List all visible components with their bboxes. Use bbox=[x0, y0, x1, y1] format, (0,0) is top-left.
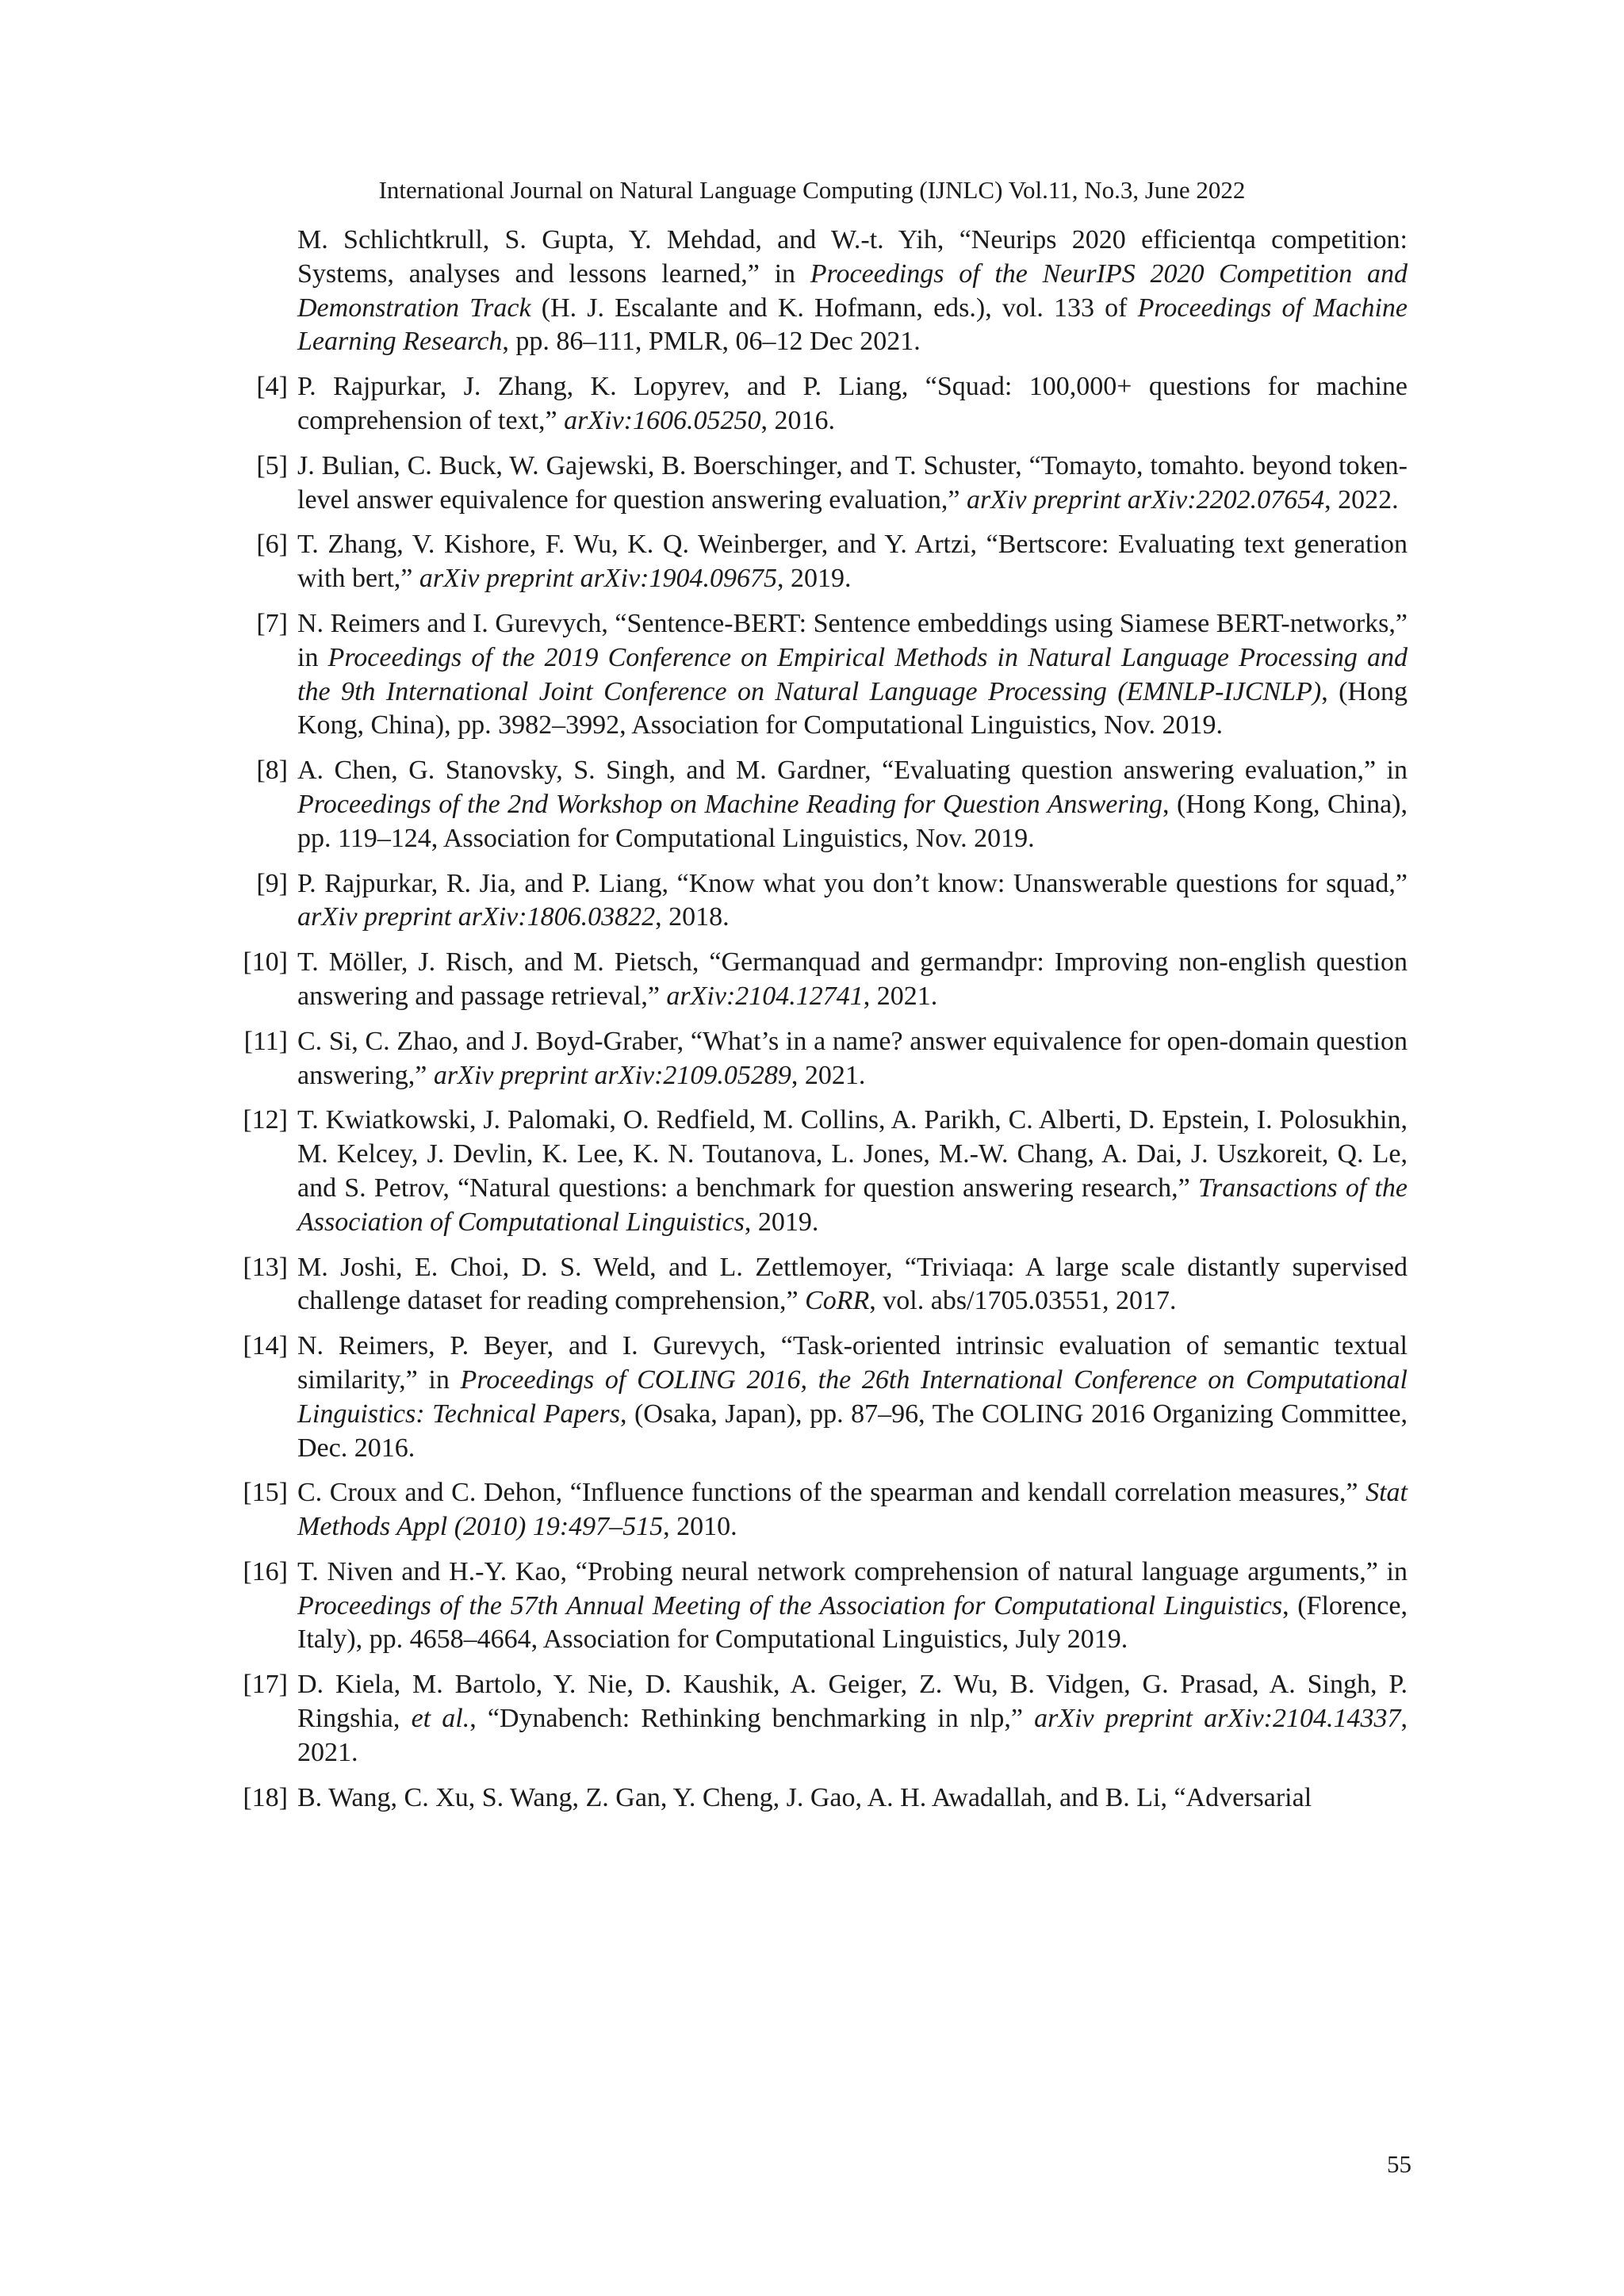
reference-text bbox=[297, 946, 1408, 1014]
reference-segment: P. Rajpurkar, R. Jia, and P. Liang, “Know what you don’t know: Unanswerable questions for squad,” bbox=[297, 868, 1408, 898]
reference-entry bbox=[256, 528, 1408, 596]
reference-text bbox=[297, 1556, 1408, 1657]
reference-italic-segment: arXiv preprint arXiv:2104.14337 bbox=[1034, 1704, 1401, 1734]
reference-segment: T. Niven and H.-Y. Kao, “Probing neural network comprehension of natural language arguments,” in bbox=[297, 1556, 1408, 1586]
running-header: International Journal on Natural Language Computing (IJNLC) Vol.11, No.3, June 2022 bbox=[378, 176, 1246, 204]
reference-list bbox=[243, 224, 1408, 1826]
reference-segment: A. Chen, G. Stanovsky, S. Singh, and M. Gardner, “Evaluating question answering evaluation,” in bbox=[297, 756, 1408, 786]
reference-text bbox=[297, 1251, 1408, 1319]
reference-entry bbox=[243, 1556, 1408, 1657]
reference-italic-segment: arXiv:1606.05250 bbox=[564, 405, 761, 435]
reference-text bbox=[297, 224, 1408, 359]
reference-segment: , 2018. bbox=[655, 902, 730, 932]
page-number: 55 bbox=[1387, 2150, 1411, 2178]
reference-segment: T. Zhang, V. Kishore, F. Wu, K. Q. Weinberger, and Y. Artzi, “Bertscore: Evaluating text generation with bert,” bbox=[297, 530, 1408, 594]
reference-italic-segment: CoRR bbox=[805, 1286, 870, 1316]
reference-entry bbox=[243, 946, 1408, 1014]
reference-number: [10] bbox=[243, 947, 288, 978]
reference-segment: P. Rajpurkar, J. Zhang, K. Lopyrev, and P. Liang, “Squad: 100,000+ questions for machine comprehension of text,” bbox=[297, 372, 1408, 435]
reference-number: [18] bbox=[243, 1782, 288, 1812]
reference-text bbox=[297, 450, 1408, 518]
reference-number: [8] bbox=[256, 756, 288, 786]
reference-number: [4] bbox=[256, 372, 288, 402]
reference-text bbox=[297, 607, 1408, 743]
reference-text bbox=[297, 1668, 1408, 1770]
reference-entry bbox=[243, 1781, 1408, 1816]
reference-entry bbox=[243, 1104, 1408, 1239]
reference-italic-segment: Stat Methods Appl (2010) 19:497–515 bbox=[297, 1478, 1408, 1542]
reference-italic-segment: arXiv preprint arXiv:2202.07654 bbox=[967, 484, 1325, 515]
reference-entry bbox=[256, 754, 1408, 855]
reference-entry bbox=[256, 450, 1408, 518]
reference-segment: (H. J. Escalante and K. Hofmann, eds.), vol. 133 of bbox=[530, 293, 1138, 323]
reference-italic-segment: arXiv:2104.12741 bbox=[666, 981, 864, 1011]
reference-segment: , 2022. bbox=[1324, 484, 1399, 515]
reference-segment: N. Reimers, P. Beyer, and I. Gurevych, “Task-oriented intrinsic evaluation of semantic textual similarity,” in bbox=[297, 1331, 1408, 1395]
reference-entry bbox=[256, 607, 1408, 743]
reference-segment: , (Hong Kong, China), pp. 3982–3992, Association for Computational Linguistics, Nov. 2019. bbox=[297, 676, 1408, 740]
reference-text bbox=[297, 1330, 1408, 1465]
reference-segment: J. Bulian, C. Buck, W. Gajewski, B. Boerschinger, and T. Schuster, “Tomayto, tomahto. beyond token-level answer equivalence for question answering evaluation,” bbox=[297, 450, 1408, 515]
reference-italic-segment: arXiv preprint arXiv:1806.03822 bbox=[297, 902, 656, 932]
reference-entry bbox=[256, 370, 1408, 438]
reference-segment: , 2021. bbox=[863, 981, 938, 1011]
reference-segment: B. Wang, C. Xu, S. Wang, Z. Gan, Y. Cheng, J. Gao, A. H. Awadallah, and B. Li, “Adversarial bbox=[297, 1782, 1312, 1812]
reference-italic-segment: Proceedings of Machine Learning Research bbox=[297, 293, 1408, 357]
reference-italic-segment: Transactions of the Association of Computational Linguistics bbox=[297, 1173, 1408, 1237]
reference-text bbox=[297, 1104, 1408, 1239]
reference-text bbox=[297, 528, 1408, 596]
reference-entry bbox=[243, 1025, 1408, 1093]
reference-number: [12] bbox=[243, 1105, 288, 1135]
reference-segment: , 2019. bbox=[744, 1207, 819, 1237]
reference-text bbox=[297, 1476, 1408, 1544]
reference-number: [6] bbox=[256, 530, 288, 560]
reference-segment: M. Schlichtkrull, S. Gupta, Y. Mehdad, and W.-t. Yih, “Neurips 2020 efficientqa competition: Systems, analyses and lessons learned,” in bbox=[297, 225, 1408, 289]
reference-segment: T. Möller, J. Risch, and M. Pietsch, “Germanquad and germandpr: Improving non-english question answering and passage retrieval,” bbox=[297, 947, 1408, 1011]
reference-segment: , 2021. bbox=[791, 1060, 866, 1090]
reference-italic-segment: arXiv preprint arXiv:1904.09675 bbox=[419, 564, 777, 594]
reference-segment: , 2016. bbox=[760, 405, 835, 435]
reference-entry bbox=[297, 224, 1408, 359]
reference-segment: , (Osaka, Japan), pp. 87–96, The COLING 2016 Organizing Committee, Dec. 2016. bbox=[297, 1399, 1408, 1463]
reference-italic-segment: Proceedings of the 2019 Conference on Empirical Methods in Natural Language Processing and the 9th International Joint Conference on Natural Language Processing (EMNLP-IJCNLP) bbox=[297, 642, 1408, 706]
reference-entry bbox=[243, 1476, 1408, 1544]
reference-segment: N. Reimers and I. Gurevych, “Sentence-BERT: Sentence embeddings using Siamese BERT-networks,” in bbox=[297, 608, 1408, 672]
reference-number: [14] bbox=[243, 1331, 288, 1361]
reference-number: [11] bbox=[243, 1026, 288, 1056]
reference-number: [15] bbox=[243, 1478, 288, 1508]
reference-italic-segment: Proceedings of the NeurIPS 2020 Competition and Demonstration Track bbox=[297, 258, 1408, 323]
reference-segment: D. Kiela, M. Bartolo, Y. Nie, D. Kaushik, A. Geiger, Z. Wu, B. Vidgen, G. Prasad, A. Singh, P. Ringshia, bbox=[297, 1670, 1408, 1734]
reference-entry bbox=[256, 867, 1408, 936]
reference-segment: M. Joshi, E. Choi, D. S. Weld, and L. Zettlemoyer, “Triviaqa: A large scale distantly supervised challenge dataset for reading comprehension,” bbox=[297, 1252, 1408, 1316]
reference-segment: , (Hong Kong, China), pp. 119–124, Association for Computational Linguistics, Nov. 2019. bbox=[297, 789, 1408, 853]
reference-segment: , “Dynabench: Rethinking benchmarking in nlp,” bbox=[469, 1704, 1035, 1734]
reference-number: [5] bbox=[256, 450, 288, 480]
reference-number: [17] bbox=[243, 1670, 288, 1700]
reference-text bbox=[297, 1781, 1408, 1816]
reference-number: [9] bbox=[256, 868, 288, 898]
reference-entry bbox=[243, 1330, 1408, 1465]
reference-segment: , 2019. bbox=[777, 564, 852, 594]
reference-entry bbox=[243, 1668, 1408, 1770]
reference-segment: C. Croux and C. Dehon, “Influence functions of the spearman and kendall correlation measures,” bbox=[297, 1478, 1366, 1508]
reference-segment: , 2021. bbox=[297, 1704, 1408, 1767]
reference-italic-segment: Proceedings of the 57th Annual Meeting of the Association for Computational Linguistics bbox=[297, 1590, 1283, 1621]
reference-number: [13] bbox=[243, 1252, 288, 1282]
reference-segment: , 2010. bbox=[663, 1512, 737, 1542]
reference-segment: , pp. 86–111, PMLR, 06–12 Dec 2021. bbox=[502, 327, 921, 357]
reference-italic-segment: Proceedings of the 2nd Workshop on Machine Reading for Question Answering bbox=[297, 789, 1163, 819]
reference-number: [16] bbox=[243, 1556, 288, 1586]
reference-segment: T. Kwiatkowski, J. Palomaki, O. Redfield, M. Collins, A. Parikh, C. Alberti, D. Epstein, I. Polosukhin, M. Kelcey, J. Devlin, K. Lee, K. N. Toutanova, L. Jones, M.-W. Chang, A. Dai, J. Uszkoreit, Q. Le, and S. Petrov, “Natural questions: a benchmark for question answering research,” bbox=[297, 1105, 1408, 1203]
reference-text bbox=[297, 867, 1408, 936]
reference-number: [7] bbox=[256, 608, 288, 638]
reference-entry bbox=[243, 1251, 1408, 1319]
reference-text bbox=[297, 370, 1408, 438]
reference-segment: C. Si, C. Zhao, and J. Boyd-Graber, “What’s in a name? answer equivalence for open-domain question answering,” bbox=[297, 1026, 1408, 1090]
reference-segment: , (Florence, Italy), pp. 4658–4664, Association for Computational Linguistics, July 2019. bbox=[297, 1590, 1408, 1655]
reference-text bbox=[297, 754, 1408, 855]
reference-italic-segment: et al. bbox=[411, 1704, 470, 1734]
reference-italic-segment: Proceedings of COLING 2016, the 26th International Conference on Computational Linguistics: Technical Papers bbox=[297, 1364, 1408, 1429]
reference-segment: , vol. abs/1705.03551, 2017. bbox=[869, 1286, 1177, 1316]
reference-text bbox=[297, 1025, 1408, 1093]
reference-italic-segment: arXiv preprint arXiv:2109.05289 bbox=[433, 1060, 791, 1090]
